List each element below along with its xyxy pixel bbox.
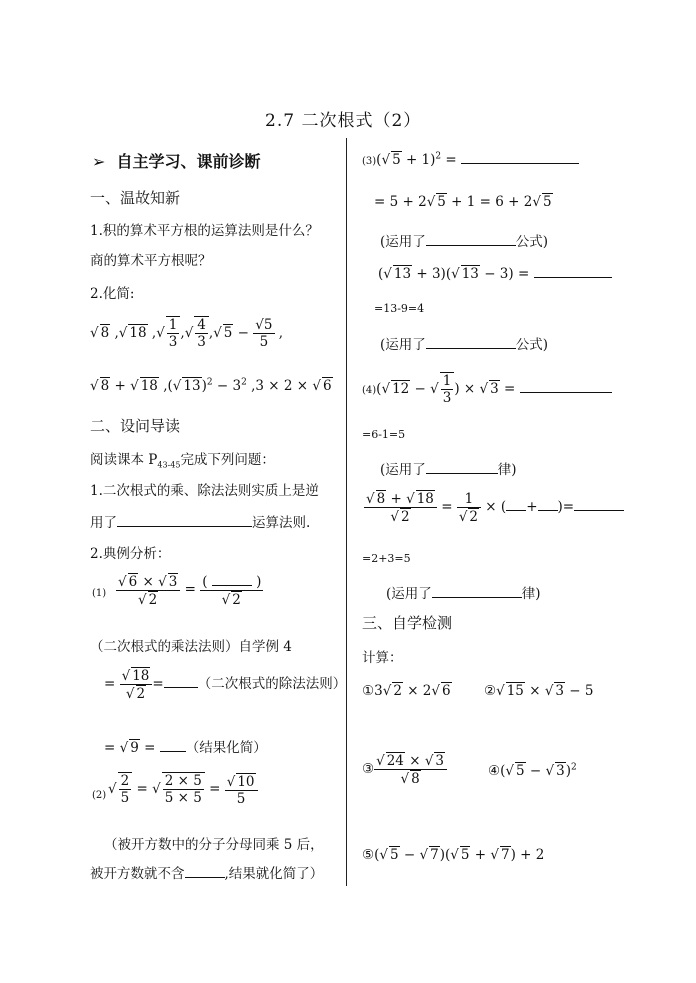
answer-blank[interactable]	[160, 738, 186, 752]
question-1a: 1.积的算术平方根的运算法则是什么？	[90, 223, 319, 239]
example-4-expr: (4)(√ 12 − √ $\frac{1}{3}$ ) × √ 3 =	[362, 372, 612, 406]
example-3-expr: (3)(√ 5 + 1)$^2$ =	[362, 150, 579, 168]
example-3b-result: =13-9=4	[374, 302, 425, 315]
question-4: 2.典例分析：	[90, 546, 171, 562]
reading-instruction: 阅读课本 $P_{43-45}$完成下列问题：	[90, 452, 275, 470]
problem-5: ⑤(√ 5 − √ 7)(√ 5 + √ 7) + 2	[362, 847, 545, 863]
answer-blank[interactable]	[461, 150, 579, 164]
subheading-guided: 二、设问导读	[90, 417, 181, 435]
answer-blank[interactable]	[574, 497, 624, 511]
example-2-expr: √ $\frac{2}{5}$ = √ $\frac{2 \times 5}{5 \times 5}$ = $\frac{√ 10}{5}$	[108, 772, 258, 807]
used-law-2: (运用了 律)	[386, 586, 541, 602]
used-formula-1: (运用了 公式)	[380, 234, 549, 250]
section-heading-1: ➢ 自主学习、课前诊断	[92, 152, 261, 171]
answer-blank[interactable]	[426, 460, 498, 474]
problem-2: ②√ 15 × √ 3 − 5	[484, 683, 594, 699]
arrow-bullet-icon: ➢	[92, 152, 106, 171]
example-5-expr: $\frac{√ 8 + √ 18}{√ 2}$ = $\frac{1}{√ 2}$ × ( + )=	[364, 490, 624, 525]
answer-blank[interactable]	[426, 335, 516, 349]
answer-blank[interactable]	[117, 513, 252, 527]
answer-blank[interactable]	[538, 497, 558, 511]
example-1-expr: $\frac{√ 6 \times √ 3}{√ 2}$ = $\frac{( )}{√ 2}$	[118, 573, 262, 608]
answer-blank[interactable]	[185, 864, 225, 878]
page-title: 2.7 二次根式（2）	[265, 111, 422, 131]
example-4-result: =6-1=5	[362, 428, 406, 441]
answer-blank[interactable]	[534, 264, 612, 278]
simplify-expressions-2: √ 8 + √ 18 ,(√ $13)^2 - 3^2$ ,3 × 2 × √ 6	[90, 377, 332, 394]
question-1b: 商的算术平方根呢？	[90, 253, 212, 269]
example-3b-expr: (√ 13 + 3)(√ 13 − 3) =	[378, 264, 612, 282]
answer-blank[interactable]	[164, 674, 198, 688]
answer-blank[interactable]	[506, 497, 526, 511]
answer-blank[interactable]	[426, 232, 516, 246]
example-1-step2: = $\frac{√ 18}{√ 2}$ = （二次根式的除法法则）	[104, 668, 347, 702]
used-formula-2: (运用了 公式)	[380, 337, 549, 353]
example-2-note-b: 被开方数就不含 ,结果就化简了）	[90, 866, 324, 882]
answer-blank[interactable]	[520, 379, 612, 393]
question-3b: 用了 运算法则.	[90, 515, 311, 531]
example-2-label: (2)	[92, 790, 107, 801]
problem-3: ③ $\frac{√ 24 \times √ 3}{√ 8}$	[362, 752, 447, 787]
subheading-review: 一、温故知新	[90, 189, 181, 207]
example-1-note: （二次根式的乘法法则）自学例 4	[90, 639, 292, 655]
example-3-step: = 5 + 2√ 5 + 1 = 6 + 2√ 5	[374, 194, 552, 210]
example-1-label: (1)	[92, 588, 107, 599]
question-3a: 1.二次根式的乘、除法法则实质上是逆	[90, 483, 319, 499]
used-law-1: (运用了 律)	[380, 462, 517, 478]
example-2-note-a: （被开方数中的分子分母同乘 5 后，	[104, 837, 324, 853]
subheading-self-test: 三、自学检测	[362, 614, 453, 632]
example-5-result: =2+3=5	[362, 552, 411, 565]
problem-1: ①3√ 2 × 2√ 6	[362, 683, 451, 699]
example-1-step3: = √ 9 = （结果化简）	[104, 740, 267, 756]
simplify-expressions-1: √ 8 ,√ 18 ,√ $\frac{1}{3}$ ,√ $\frac{4}{3}$ ,√ 5 − $\frac{√5}{5}$ ,	[90, 317, 284, 350]
column-divider	[346, 138, 347, 886]
question-2: 2.化简:	[90, 286, 135, 302]
problem-4: ④(√ 5 − √ 3)$^2$	[488, 762, 577, 779]
answer-blank[interactable]	[212, 572, 252, 586]
answer-blank[interactable]	[432, 584, 522, 598]
calculate-label: 计算：	[362, 650, 403, 666]
